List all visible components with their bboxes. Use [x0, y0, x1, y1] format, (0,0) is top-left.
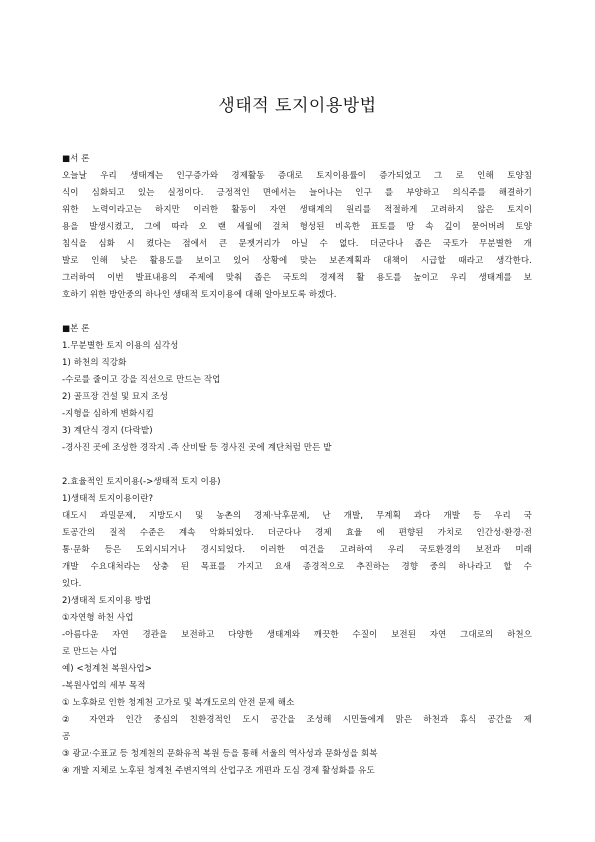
- section1-item: -지형을 심하게 변화시킴: [62, 409, 154, 419]
- document-content: [62, 151, 532, 780]
- section2-sub1-line: 대도시 과밀문제, 지방도시 및 농촌의 경제·낙후문제, 난 개발, 무계획 과다 개발 등 우리 국: [62, 511, 532, 521]
- spacer: [62, 457, 532, 474]
- section1-item: -경사진 곳에 조성한 경작지 .즉 산비탈 등 경사진 곳에 계단처럼 만든 밭: [62, 443, 332, 453]
- section2-title: 2.효율적인 토지이용(->생태적 토지 이용): [62, 477, 221, 487]
- section2-sub1-line: 통·문화 등은 도외시되거나 경시되었다. 이러한 여건을 고려하여 우리 국토환경의 보전과 미래: [62, 545, 532, 555]
- intro-line: 호하기 위한 방안중의 하나인 생태적 토지이용에 대해 알아보도록 하겠다.: [62, 290, 337, 300]
- document-title: 생태적 토지이용방법: [218, 96, 377, 116]
- section2-sub2-item: 로 만드는 사업: [62, 647, 118, 657]
- section1-item: 1) 하천의 직강화: [62, 358, 127, 368]
- section1-item: 2) 골프장 건설 및 묘지 조성: [62, 392, 169, 402]
- intro-line: 발로 인해 낮은 활용도를 보이고 있어 상황에 맞는 보존계획과 대책이 시급할 때라고 생각한다.: [62, 256, 532, 266]
- intro-line: 그러하여 이번 발표내용의 주제에 맞춰 좁은 국토의 경제적 활 용도를 높이고 우리 생태계를 보: [62, 273, 532, 283]
- section1-title: 1.무분별한 토지 이용의 심각성: [62, 341, 179, 351]
- intro-line: 용을 발생시켰고, 그에 따라 오 랜 세월에 걸쳐 형성된 비옥한 표토를 땅 속 깊이 묻어버려 토양: [62, 222, 532, 232]
- intro-line: 식이 심화되고 있는 실정이다. 긍정적인 면에서는 늘어나는 인구 를 부양하고 의식주를 해결하기: [62, 188, 532, 198]
- section2-sub2-title: 2)생태적 토지이용 방법: [62, 596, 152, 606]
- intro-line: 침식을 심화 시 켰다는 점에서 큰 문젯거리가 아닐 수 없다. 더군다나 좁은 국토가 무분별한 개: [62, 239, 532, 249]
- section1-item: 3) 계단식 경지 (다락밭): [62, 426, 153, 436]
- section2-sub2-item: -아름다운 자연 경관을 보전하고 다양한 생태계와 깨끗한 수질이 보전된 자연 그대로의 하천으: [62, 630, 532, 640]
- section2-sub2-item: ② 자연과 인간 중심의 친환경적인 도시 공간을 조성해 시민들에게 맑은 하천과 휴식 공간을 제: [62, 715, 532, 725]
- intro-heading: ■서 론: [62, 154, 90, 164]
- spacer: [62, 304, 532, 321]
- section2-sub2-item: ①자연형 하천 사업: [62, 613, 134, 623]
- body-heading: ■본 론: [62, 324, 90, 334]
- section2-sub2-item: 공: [62, 732, 71, 742]
- section2-sub2-item: -복원사업의 세부 목적: [62, 681, 146, 691]
- section1-item: -수로를 줄이고 강을 직선으로 만드는 작업: [62, 375, 221, 385]
- intro-line: 오늘날 우리 생태계는 인구증가와 경제활동 증대로 토지이용률이 증가되었고 그 로 인해 토양침: [62, 171, 532, 181]
- intro-line: 위한 노력이라고는 하지만 이러한 활동이 자연 생태계의 원리를 적절하게 고려하지 않은 토지이: [62, 205, 532, 215]
- section2-sub1-line: 있다.: [62, 579, 82, 589]
- section2-sub1-line: 토공간의 질적 수준은 계속 악화되었다. 더군다나 경제 효율 에 편향된 가치로 인간성·환경·전: [62, 528, 532, 538]
- section2-sub2-item: ③ 광교·수표교 등 청계천의 문화유적 복원 등을 통해 서울의 역사성과 문화성을 회복: [62, 749, 378, 759]
- section2-sub2-item: 예) <청계천 복원사업>: [62, 664, 152, 674]
- section2-sub2-item: ④ 개발 지체로 노후된 청계천 주변지역의 산업구조 개편과 도심 경제 활성화를 유도: [62, 766, 375, 776]
- section2-sub1-title: 1)생태적 토지이용이란?: [62, 494, 154, 504]
- section2-sub1-line: 개발 수요대처라는 상충 된 목표를 가지고 요새 종경적으로 추진하는 경향 중의 하나라고 할 수: [62, 562, 532, 572]
- section2-sub2-item: ① 노후화로 인한 청계천 고가로 및 복개도로의 안전 문제 해소: [62, 698, 295, 708]
